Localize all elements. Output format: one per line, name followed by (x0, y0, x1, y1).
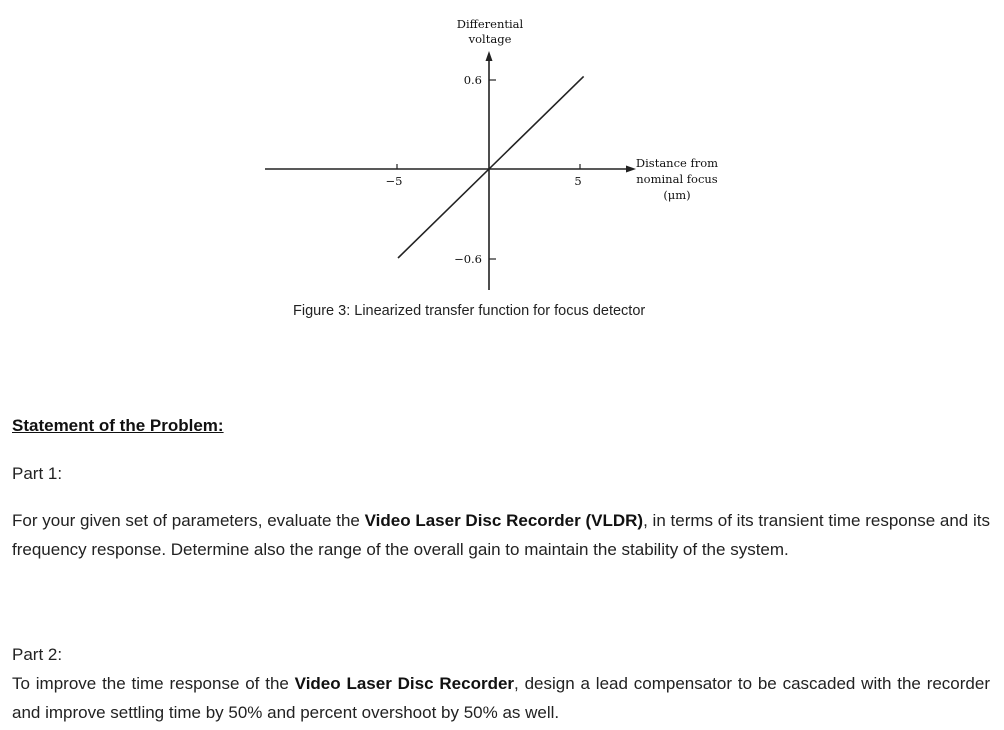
x-axis-arrowhead (626, 166, 636, 173)
x-tick-label-neg: −5 (385, 174, 403, 188)
part2-paragraph (12, 669, 990, 727)
x-axis-title-line2: nominal focus (636, 172, 718, 186)
transfer-function-chart (0, 0, 1004, 300)
y-tick-label-neg: −0.6 (454, 252, 482, 266)
y-tick-label-pos: 0.6 (463, 73, 482, 87)
part2-label: Part 2: (12, 645, 63, 664)
x-axis-title-line1: Distance from (635, 156, 719, 170)
transfer-function-line (398, 76, 584, 258)
part1-text-a: For your given set of parameters, evaluate the (12, 511, 365, 530)
y-axis-title-line1: Differential (456, 17, 524, 31)
figure-caption: Figure 3: Linearized transfer function for focus detector (293, 303, 646, 319)
y-axis-arrowhead (486, 51, 493, 61)
part1-label: Part 1: (12, 464, 63, 483)
y-axis-title-line2: voltage (468, 32, 512, 46)
x-tick-label-pos: 5 (574, 174, 582, 188)
part2-text-a: To improve the time response of the (12, 674, 295, 693)
problem-heading: Statement of the Problem: (12, 416, 224, 435)
part1-paragraph (12, 506, 990, 564)
part2-text-b: , design a lead compensator to be cascaded with the recorder and improve settling time by 50% and percent overshoot by 50% as well. (12, 674, 990, 722)
part1-bold: Video Laser Disc Recorder (VLDR) (364, 511, 644, 530)
part2-bold: Video Laser Disc Recorder (294, 674, 515, 693)
x-axis-title-line3: (μm) (663, 188, 691, 202)
part1-text-b: , in terms of its transient time response and its frequency response. Determine also the range of the overall gain to maintain the stability of the system. (12, 511, 990, 559)
